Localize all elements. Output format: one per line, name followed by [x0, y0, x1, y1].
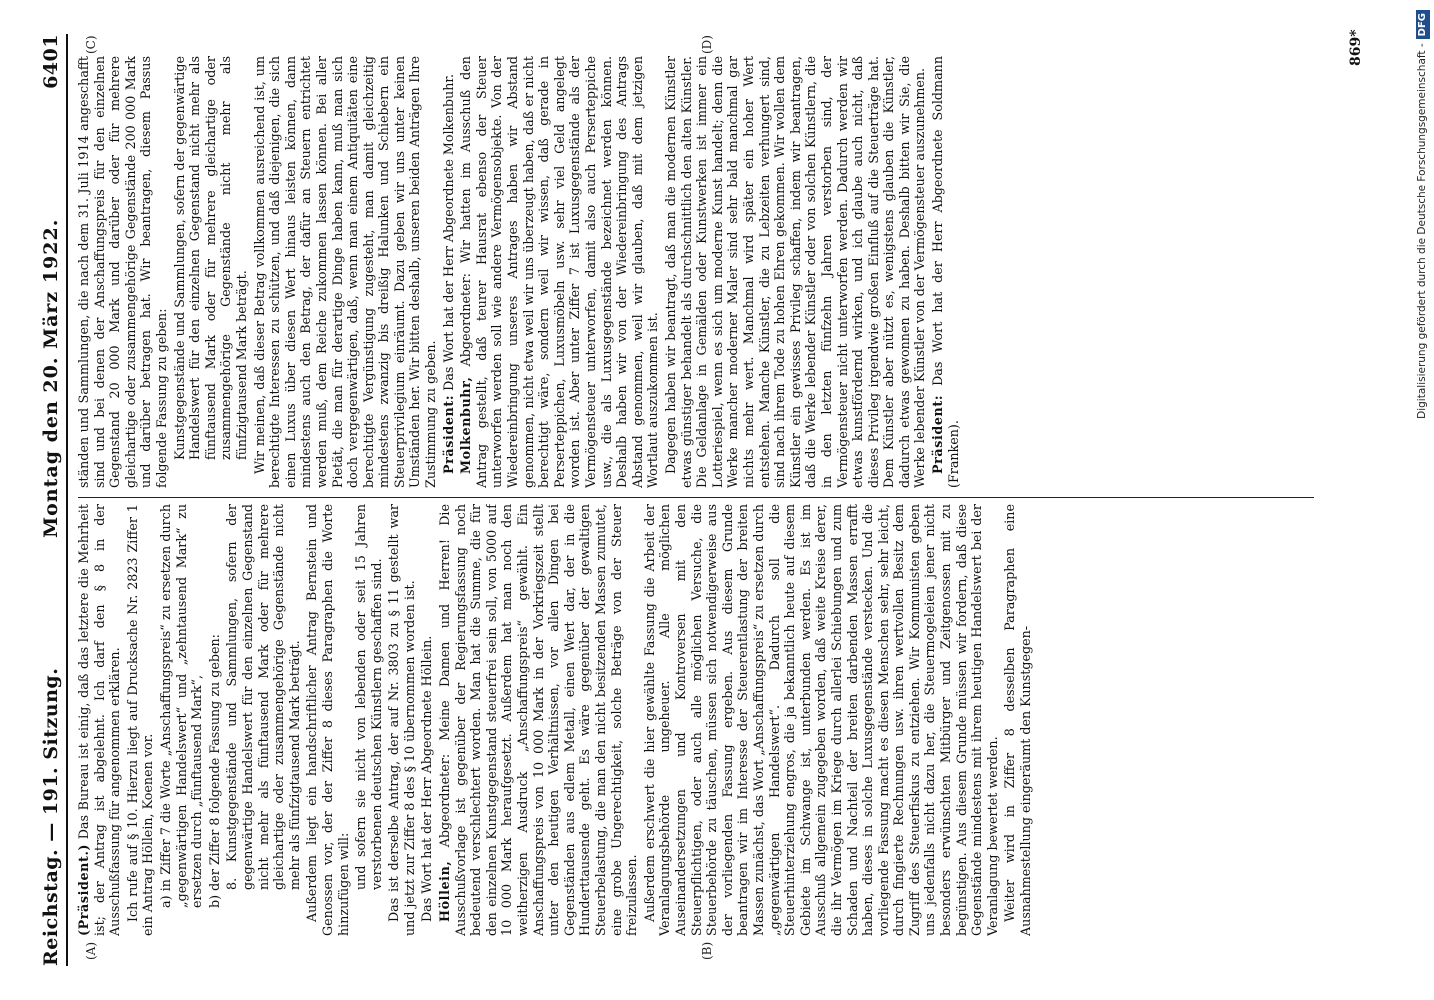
paragraph: Das ist derselbe Antrag, der auf Nr. 3803 zu § 11 gestellt war und jetzt zur Ziffer 8 des § 10 übernommen worden ist.: [386, 504, 417, 936]
motion-item-a: a) in Ziffer 7 die Worte „Anschaffungspreis“ zu ersetzen durch „gegenwärtigen Handelswert“ und „zehntausend Mark“ zu ersetzen durch „fünftausend Mark“,: [157, 504, 205, 908]
header-page-number: 6401: [40, 34, 62, 89]
column-divider: [78, 497, 1314, 498]
paragraph: [441, 56, 457, 488]
paragraph: Dagegen haben wir beantragt, daß man die modernen Künstler etwas günstiger behandelt als durchschnittlich den alten Künstler. Die Geldanlage in Gemälden oder Kunstwerken ist immer ein Lotteriespiel, wenn es sich um moderne Kunst handelt; denn die Werke mancher moderner Maler sind sehr bald manchmal gar nichts mehr wert. Manchmal wird später ein hoher Wert entstehen. Manche Künstler, die zu Lebzeiten verhungert sind, sind nach ihrem Tode zu hohen Ehren gekommen. Wir wollen dem Künstler ein gewisses Privileg schaffen, indem wir beantragen, daß die Werke lebender Künstler oder von solchen Künstlern, die in den letzten fünfzehn Jahren verstorben sind, der Vermögensteuer nicht unterworfen werden. Dadurch werden wir etwas kunstfördernd wirken, und ich glaube auch nicht, daß dieses Privileg irgendwie großen Einfluß auf die Steuerträge hat. Dem Künstler aber nützt es, wenigstens glauben die Künstler, dadurch etwas gewonnen zu haben. Deshalb bitten wir Sie, die Werke lebender Künstler von der Vermögensteuer auszunehmen.: [662, 56, 928, 488]
speaker-label: Molkenbuhr,: [458, 376, 474, 474]
margin-letter-b: (B): [700, 941, 714, 960]
running-head: [22, 34, 62, 966]
signature-mark: 869*: [1348, 29, 1364, 66]
dfg-logo: DFG: [1416, 10, 1430, 39]
paragraph: [930, 56, 961, 488]
paragraph: Das Wort hat der Herr Abgeordnete Höllein.: [419, 635, 435, 922]
margin-letter-d: (D): [700, 35, 714, 54]
speaker-label: Präsident:: [930, 394, 946, 474]
paragraph: Außerdem liegt ein handschriftlicher Antrag Bernstein und Genossen vor, der der Ziffer 8 dieses Paragraphen die Worte hinzufügen will:: [304, 504, 351, 936]
speaker-label: (Präsident.): [76, 843, 91, 936]
paragraph-text: Das Wort hat der Herr Abgeordnete Molkenbuhr.: [440, 73, 456, 391]
header-center: Montag den 20. März 1922.: [40, 218, 62, 538]
paragraph-text: Das Wort hat der Herr Abgeordnete Soldmann (Franken).: [930, 56, 961, 488]
paragraph: Weiter wird in Ziffer 8 desselben Paragraphen eine Ausnahmestellung eingeräumt den Kunstgegen-: [1002, 504, 1034, 936]
left-column: [76, 504, 1316, 936]
paragraph: Ich rufe auf § 10. Hierzu liegt auf Drucksache Nr. 2823 Ziffer 1 ein Antrag Höllein, Koenen vor.: [124, 504, 156, 936]
speaker-label: Präsident:: [440, 394, 456, 474]
paragraph: [437, 504, 640, 936]
motion-clause: Kunstgegenstände und Sammlungen, sofern der gegenwärtige Handelswert für den einzelnen Gegenstand nicht mehr als fünftausend Mark oder für mehrere gleichartige oder zusammengehörige Gegenstände nicht mehr als fünfzigtausend Mark beträgt.: [171, 56, 249, 460]
header-rule: [66, 34, 68, 966]
motion-clause: und sofern sie nicht von lebenden oder seit 15 Jahren verstorbenen deutschen Künstlern geschaffen sind.: [353, 504, 384, 890]
digitization-credit: [1411, 10, 1431, 990]
credit-text: Digitalisierung gefördert durch die Deutsche Forschungsgemeinschaft -: [1416, 43, 1428, 419]
motion-clause: 8. Kunstgegenstände und Sammlungen, sofern der gegenwärtige Handelswert für den einzelnen Gegenstand nicht mehr als fünftausend Mark oder für mehrere gleichartige oder zusammengehörige Gegenstände nicht mehr als fünfzigtausend Mark beträgt.: [224, 504, 302, 890]
header-left: Reichstag. — 191. Sitzung.: [40, 667, 62, 966]
right-column: [76, 56, 1316, 488]
paragraph-text: Abgeordneter: Wir hatten im Ausschuß den Antrag gestellt, daß teurer Hausrat ebenso der Steuer unterworfen werden soll wie andere Vermögensobjekte. Von der Wiedereinbringung unseres Antrages haben wir Abstand genommen, nicht etwa weil wir uns überzeugt haben, daß er nicht berechtigt wäre, sondern weil wir wissen, daß gerade in Perserteppichen, Luxusmöbeln usw. sehr viel Geld angelegt worden ist. Aber unter Ziffer 7 ist Luxusgegenstände als der Vermögensteuer unterworfen, damit also auch Perserteppiche usw., die als Luxusgegenstände bezeichnet werden können. Deshalb haben wir von der Wiedereinbringung des Antrags Abstand genommen, weil wir glauben, daß mit dem jetzigen Wortlaut auszukommen ist.: [458, 56, 661, 488]
paragraph-text: Abgeordneter: Meine Damen und Herren! Die Ausschußvorlage ist gegenüber der Regierungsfassung noch bedeutend verschlechtert worden. Man hat die Summe, die für den einzelnen Kunstgegenstand steuerfrei sein soll, von 5000 auf 10 000 Mark heraufgesetzt. Außerdem hat man noch den weitherzigen Ausdruck „Anschaffungspreis“ gewählt. Ein Anschaffungspreis von 10 000 Mark in der Vorkriegszeit stellt unter den heutigen Verhältnissen, vor allen Dingen bei Gegenständen aus edlem Metall, einen Wert dar, der in die Hunderttausende geht. Es wäre gegenüber der gewaltigen Steuerbelastung, die man den nicht besitzenden Massen zumutet, eine grobe Ungerechtigkeit, solche Beträge von der Steuer freizulassen.: [437, 504, 640, 936]
paragraph-text: Das Bureau ist einig, daß das letztere die Mehrheit ist; der Antrag ist abgelehnt. Ich darf den § 8 in der Ausschußfassung für angenommen erklären.: [76, 504, 123, 936]
paragraph: [458, 56, 661, 488]
margin-letter-c: (C): [84, 35, 98, 54]
paragraph: Wir meinen, daß dieser Betrag vollkommen ausreichend ist, um berechtigte Interessen zu schützen, und daß diejenigen, die sich einen Luxus über diesen Wert hinaus leisten können, dann mindestens auch den Betrag, der dafür an Steuern entrichtet werden muß, dem Reiche zukommen lassen können. Bei aller Pietät, die man für derartige Dinge haben kann, muß man sich doch vergegenwärtigen, daß, wenn man einem Antiquitäten eine berechtigte Vergünstigung zugesteht, man damit gleichzeitig mindestens zwanzig bis dreißig Halunken und Schiebern ein Steuerprivilegium einräumt. Dazu geben wir uns unter keinen Umständen her. Wir bitten deshalb, unseren beiden Anträgen Ihre Zustimmung zu geben.: [251, 56, 439, 488]
paragraph: ständen und Sammlungen, die nach dem 31. Juli 1914 angeschafft sind und bei denen der Anschaffungspreis für den einzelnen Gegenstand 20 000 Mark und darüber oder für mehrere gleichartige oder zusammengehörige Gegenstände 200 000 Mark und darüber betragen hat. Wir beantragen, diesem Passus folgende Fassung zu geben:: [76, 56, 169, 488]
speaker-label: Höllein,: [437, 860, 453, 922]
paragraph: [76, 504, 123, 936]
motion-item-b: b) der Ziffer 8 folgende Fassung zu geben:: [206, 634, 222, 908]
paragraph: Außerdem erschwert die hier gewählte Fassung die Arbeit der Veranlagungsbehörde ungeheuer. Alle möglichen Auseinandersetzungen und Kontroversen mit den Steuerpflichtigen, oder auch alle möglichen Versuche, die Steuerbehörde zu täuschen, müssen sich notwendigerweise aus der vorliegenden Fassung ergeben. Aus diesem Grunde beantragen wir im Interesse der Steuerentlastung der breiten Massen zunächst, das Wort „Anschaffungspreis“ zu ersetzen durch „gegenwärtigen Handelswert“. Dadurch soll die Steuerhinterziehung engros, die ja bekanntlich heute auf diesem Gebiete im Schwange ist, unterbunden werden. Es ist im Ausschuß allgemein zugegeben worden, daß weite Kreise derer, die ihr Vermögen im Kriege durch allerlei Schiebungen und zum Schaden und Nachteil der breiten darbenden Massen errafft haben, dieses in solche Luxusgegenstände verstecken. Und die vorliegende Fassung macht es diesen Menschen sehr, sehr leicht, durch fingierte Rechnungen usw. ihren wertvollen Besitz dem Zugriff des Steuerfiskus zu entziehen. Wir Kommunisten geben uns jedenfalls nicht dazu her, die Steuermogeleien jener nicht besonders erwünschten Mitbürger und Zeitgenossen mit zu begünstigen. Aus diesem Grunde müssen wir fordern, daß diese Gegenstände mindestens mit ihrem heutigen Handelswert bei der Veranlagung bewertet werden.: [641, 504, 1000, 936]
margin-letter-a: (A): [84, 941, 98, 960]
